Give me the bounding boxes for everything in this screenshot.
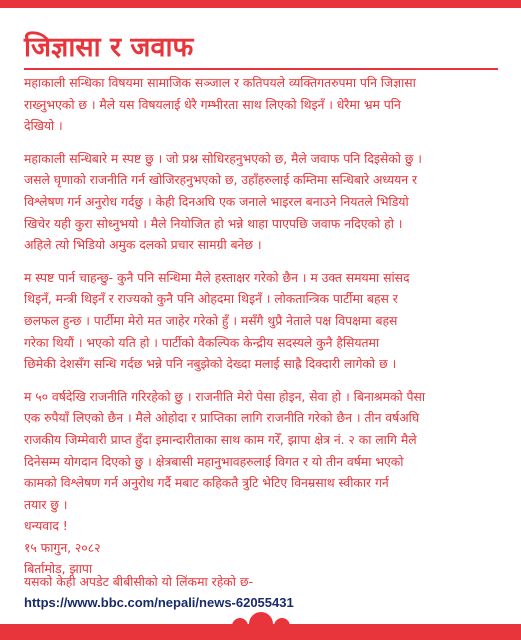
paragraph-4 [24,386,498,516]
text-line: गरेका थियौं । भएको यति हो । पार्टीको वैकल्पिक केन्द्रीय सदस्यले कुनै हैसियतमा [24,334,380,350]
link-intro-text: यसको केही अपडेट बीबीसीको यो लिंकमा रहेको छ- [24,574,254,589]
text-line: विश्लेषण गर्न अनुरोध गर्दछु । केही दिनअघि एक जनाले भाइरल बनाउने नियतले भिडियो [24,193,409,209]
footer-decoration [249,612,273,636]
statement-body [24,72,498,580]
signoff-date: १५ फागुन, २०८२ [24,539,101,555]
text-line: छलफल हुन्छ । पार्टीमा मेरो मत जाहेर गरेको हुँ । मसँगै थुप्रै नेताले पक्ष विपक्षमा बहस [24,312,398,328]
text-line: एक रुपैयाँ लिएको छैन । मैले ओहोदा र प्राप्तिका लागि राजनीति गरेको छैन । तीन वर्षअघि [24,410,420,426]
text-line: म ५० वर्षदेखि राजनीति गरिरहेको छु । राजनीति मेरो पेसा होइन, सेवा हो । बिनाश्रमको पैसा [24,388,426,404]
text-line: राजकीय जिम्मेवारी प्राप्त हुँदा इमान्दारीताका साथ काम गरेँ, झापा क्षेत्र नं. २ का लागि मैले [24,431,417,447]
signoff [24,515,498,580]
signoff-thanks: धन्यवाद ! [24,518,68,534]
paragraph-2 [24,148,498,256]
text-line: खिचेर यही कुरा सोध्नुभयो । मैले नियोजित हो भन्ने थाहा पाएपछि जवाफ नदिएको हो । [24,215,403,231]
text-line: राख्नुभएको छ । मैले यस विषयलाई धेरै गम्भीरता साथ लिएको थिइनँ । धेरैमा भ्रम पनि [24,96,401,112]
text-line: देखियो । [24,118,63,134]
text-line: अहिले त्यो भिडियो अमुक दलको प्रचार सामग्री बनेछ । [24,237,262,253]
text-line: थिइनँ, मन्त्री थिइनँ र राज्यको कुनै पनि ओहदमा थिइनँ । लोकतान्त्रिक पार्टीमा बहस र [24,291,398,307]
footer-decoration [274,618,290,634]
text-line: दिनेसम्म योगदान दिएको छु । क्षेत्रबासी महानुभावहरुलाई विगत र यो तीन वर्षमा भएको [24,453,404,469]
top-accent-bar [0,0,521,8]
text-line: जसले घृणाको राजनीति गर्न खोजिरहनुभएको छ, उहाँहरुलाई कम्तिमा सन्धिबारे अध्ययन र [24,172,418,188]
signoff-place: बिर्तामोड, झापा [24,561,93,577]
bbc-news-link[interactable]: https://www.bbc.com/nepali/news-62055431 [24,595,294,610]
paragraph-1 [24,72,498,137]
text-line: तयार छु । [24,496,68,512]
footer-decoration [232,618,248,634]
text-line: महाकाली सन्धिबारे म स्पष्ट छु । जो प्रश्न सोधिरहनुभएको छ, मैले जवाफ पनि दिइसेको छु । [24,150,422,166]
title-underline [24,68,498,70]
paragraph-3 [24,267,498,375]
text-line: म स्पष्ट पार्न चाहन्छु- कुनै पनि सन्धिमा मैले हस्ताक्षर गरेको छैन । म उक्त समयमा सांसद [24,269,410,285]
page-title: जिज्ञासा र जवाफ [24,32,194,63]
text-line: कामको विश्लेषण गर्न अनुरोध गर्दै मबाट कहिकतै त्रुटि भेटिए विनम्रसाथ स्वीकार गर्न [24,475,389,491]
text-line: महाकाली सन्धिका विषयमा सामाजिक सञ्जाल र कतिपयले व्यक्तिगतरुपमा पनि जिज्ञासा [24,75,416,90]
text-line: छिमेकी देशसँग सन्धि गर्दछ भन्ने पनि नबुझेको देख्दा मलाई साह्रै दिक्दारी लागेको छ । [24,356,397,372]
update-link-block [24,572,504,613]
